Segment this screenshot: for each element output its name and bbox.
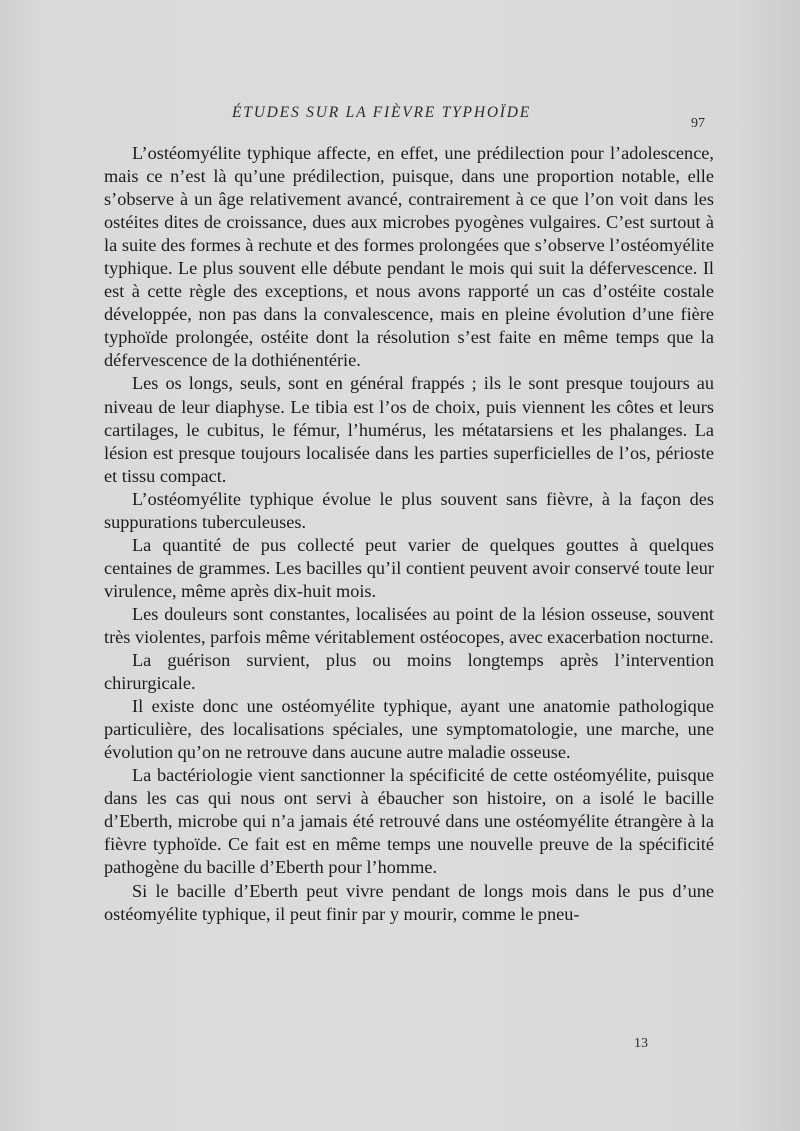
body-text bbox=[104, 142, 714, 926]
page-number: 97 bbox=[691, 116, 705, 131]
paragraph: La guérison survient, plus ou moins longtemps après l’intervention chirurgicale. bbox=[104, 650, 714, 694]
paragraph: Il existe donc une ostéomyélite typhique, ayant une anatomie pathologique particulière, des localisations spéciales, une symptomatologie, une marche, une évolution qu’on ne retrouve dans aucune autre maladie osseuse. bbox=[104, 696, 714, 763]
running-title: ÉTUDES SUR LA FIÈVRE TYPHOÏDE bbox=[232, 104, 532, 121]
paragraph: Les os longs, seuls, sont en général frappés ; ils le sont presque toujours au niveau de leur diaphyse. Le tibia est l’os de choix, puis viennent les côtes et leurs cartilages, le cubitus, le fémur, l’humérus, les métatarsiens et les phalanges. La lésion est presque toujours localisée dans les parties superficielles de l’os, périoste et tissu compact. bbox=[104, 373, 714, 486]
paragraph: Si le bacille d’Eberth peut vivre pendant de longs mois dans le pus d’une ostéomyélite typhique, il peut finir par y mourir, comme le pneu- bbox=[104, 880, 714, 924]
paragraph: Les douleurs sont constantes, localisées au point de la lésion osseuse, souvent très violentes, parfois même véritablement ostéocopes, avec exacerbation nocturne. bbox=[104, 603, 714, 647]
signature-mark: 13 bbox=[634, 1036, 648, 1051]
paragraph: L’ostéomyélite typhique évolue le plus souvent sans fièvre, à la façon des suppurations tuberculeuses. bbox=[104, 488, 714, 532]
paragraph: L’ostéomyélite typhique affecte, en effet, une prédilection pour l’adolescence, mais ce n’est là qu’une prédilection, puisque, dans une proportion notable, elle s’observe à un âge relativement avancé, contrairement à ce que l’on voit dans les ostéites dites de croissance, dues aux microbes pyogènes vulgaires. C’est surtout à la suite des formes à rechute et des formes prolongées que s’observe l’ostéomyélite typhique. Le plus souvent elle débute pendant le mois qui suit la défervescence. Il est à cette règle des exceptions, et nous avons rapporté un cas d’ostéite costale développée, non pas dans la convalescence, mais en pleine évolution d’une fière typhoïde prolongée, ostéite dont la résolution s’est faite en même temps que la défervescence de la dothiénentérie. bbox=[104, 143, 714, 371]
page-header bbox=[0, 104, 800, 131]
paragraph: La quantité de pus collecté peut varier de quelques gouttes à quelques centaines de grammes. Les bacilles qu’il contient peuvent avoir conservé toute leur virulence, même après dix-huit mois. bbox=[104, 534, 714, 601]
paragraph: La bactériologie vient sanctionner la spécificité de cette ostéomyélite, puisque dans les cas qui nous ont servi à ébaucher son histoire, on a isolé le bacille d’Eberth, microbe qui n’a jamais été retrouvé dans une ostéomyélite étrangère à la fièvre typhoïde. Ce fait est en même temps une nouvelle preuve de la spécificité pathogène du bacille d’Eberth pour l’homme. bbox=[104, 765, 714, 878]
